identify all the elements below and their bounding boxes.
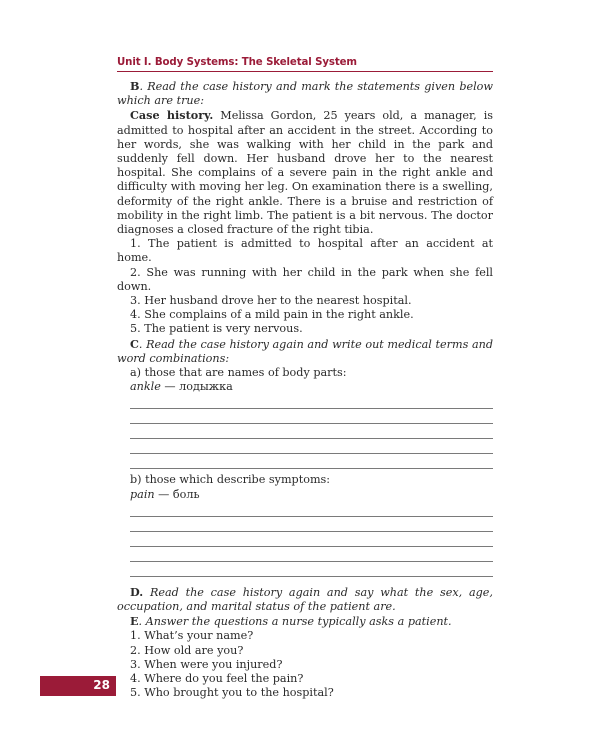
exercise-c-text: . Read the case history again and write out medical terms and word combinations: bbox=[117, 337, 493, 365]
part-b-term: pain bbox=[130, 487, 155, 501]
exercise-b-letter: B bbox=[130, 79, 140, 93]
header-rule bbox=[117, 71, 493, 72]
answer-line[interactable] bbox=[130, 562, 493, 577]
part-b-translation: — боль bbox=[154, 487, 200, 501]
part-b-example bbox=[117, 488, 493, 502]
answer-line[interactable] bbox=[130, 424, 493, 439]
exercise-e-instruction bbox=[117, 614, 493, 629]
page-number-box bbox=[40, 676, 116, 696]
part-a-translation: — лодыжка bbox=[160, 380, 233, 394]
page-content bbox=[117, 79, 493, 701]
exercise-b-text: . Read the case history and mark the statements given below which are true: bbox=[117, 80, 493, 108]
exercise-d-letter: D. bbox=[130, 584, 144, 599]
question: 1. What’s your name? bbox=[130, 629, 254, 643]
case-history-text: Melissa Gordon, 25 years old, a manager, is admitted to hospital after an accident in the street. According to her words, she was walking with her child in the park and suddenly fell down. Her husband drove her to the nearest hospital. She complains of a severe pain in the right ankle and difficulty with moving her leg. On examination there is a swelling, deformity of the right ankle. There is a bruise and restriction of mobility in the right limb. The patient is a bit nervous. The doctor diagnoses a closed fracture of the right tibia. bbox=[117, 109, 494, 237]
answer-line[interactable] bbox=[130, 439, 493, 454]
answer-line[interactable] bbox=[130, 394, 493, 409]
exercise-b-instruction bbox=[117, 79, 493, 108]
case-history-paragraph bbox=[117, 108, 493, 237]
part-a-example bbox=[117, 380, 493, 394]
exercise-d-instruction bbox=[117, 585, 493, 614]
answer-line[interactable] bbox=[130, 409, 493, 424]
exercise-c-instruction bbox=[117, 337, 493, 366]
answer-line[interactable] bbox=[130, 547, 493, 562]
answer-line[interactable] bbox=[130, 502, 493, 517]
statement: 3. Her husband drove her to the nearest hospital. bbox=[130, 294, 412, 308]
answer-line[interactable] bbox=[130, 532, 493, 547]
exercise-e-letter: E bbox=[130, 614, 139, 629]
statement: 5. The patient is very nervous. bbox=[130, 322, 303, 336]
statement: 4. She complains of a mild pain in the right ankle. bbox=[130, 308, 414, 322]
question: 4. Where do you feel the pain? bbox=[130, 672, 304, 686]
part-a-term: ankle bbox=[130, 380, 161, 394]
question: 3. When were you injured? bbox=[130, 657, 283, 671]
question: 2. How old are you? bbox=[130, 643, 244, 657]
unit-header: Unit I. Body Systems: The Skeletal System bbox=[117, 57, 357, 68]
part-a-label: a) those that are names of body parts: bbox=[130, 366, 347, 380]
part-b-label: b) those which describe symptoms: bbox=[130, 473, 331, 487]
question: 5. Who brought you to the hospital? bbox=[130, 686, 334, 700]
case-history-label: Case history. bbox=[130, 108, 214, 123]
exercise-d-text: Read the case history again and say what the sex, age, occupation, and marital status of the patient are. bbox=[117, 585, 493, 614]
statement: 2. She was running with her child in the park when she fell down. bbox=[117, 265, 493, 293]
statement: 1. The patient is admitted to hospital after an accident at home. bbox=[117, 237, 493, 265]
exercise-e-text: . Answer the questions a nurse typically asks a patient. bbox=[138, 615, 452, 629]
exercise-c-letter: C bbox=[130, 336, 139, 351]
page-number: 28 bbox=[93, 678, 110, 692]
answer-line[interactable] bbox=[130, 454, 493, 469]
answer-line[interactable] bbox=[130, 517, 493, 532]
